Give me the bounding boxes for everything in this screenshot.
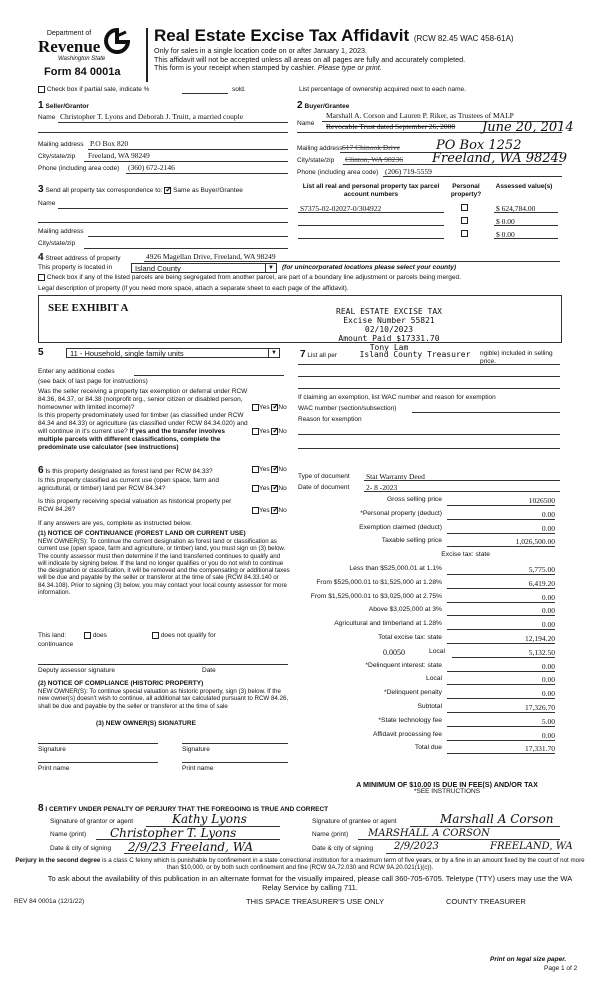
calc-row-value[interactable]: 1,026,500.00 [447,537,555,547]
parcel-number-3[interactable] [298,238,444,239]
grantee-signature-label: Signature of grantee or agent [312,818,397,825]
treasurer-use-only: THIS SPACE TREASURER'S USE ONLY [246,897,385,906]
grantee-date[interactable]: 2/9/2023 [394,841,439,852]
buyer-heading: 2 Buyer/Grantee [297,100,350,111]
minimum-note: A MINIMUM OF $10.00 IS DUE IN FEE(S) AND/OR TAX [356,780,538,789]
does-option: does [84,632,107,639]
assessed-col-header: Assessed value(s) [495,183,553,190]
calc-row-label: Total due [414,744,442,752]
q1-yes-no: Yes ✓ No [252,404,287,411]
buyer-city-label: City/state/zip [297,157,335,164]
tier-row-label: Less than $525,000.01 at 1.1% [349,565,442,572]
assessed-value-3[interactable]: $ 0.00 [496,230,515,239]
buyer-name-line1[interactable]: Marshall A. Corson and Lauren P. Riker, as Trustees of MALP [326,111,514,120]
personal-col-header: Personal property? [450,183,482,198]
wac-field[interactable] [412,412,560,413]
grantor-name[interactable]: Christopher T. Lyons [110,826,237,840]
tier-row-label: Above $3,025,000 at 3% [368,606,442,614]
legal-description: SEE EXHIBIT A [48,302,129,314]
reason-field[interactable] [298,434,560,435]
q2-no-checkbox[interactable] [271,428,278,435]
partial-sale-row [38,86,149,93]
segregate-checkbox[interactable] [38,274,45,281]
corr-name-label: Name [38,200,56,207]
historical-question: Is this property receiving special valuation as historical property per RCW 84.26? [38,498,232,513]
forest-question: 6 Is this property designated as forest land per RCW 84.33? [38,465,213,476]
buyer-city-struck: Clinton, WA 98236 [345,155,403,164]
this-land-label: This land: [38,632,67,639]
buyer-phone-label: Phone (including area code) [297,169,379,176]
calc-row-value[interactable]: 0.00 [447,731,555,741]
buyer-city-handwritten: Freeland, WA 98249 [432,151,568,166]
seller-name-label: Name [38,114,56,121]
parcel-number-1[interactable]: S7375-02-02027-0/304922 [300,204,382,213]
grantee-signature[interactable]: Marshall A Corson [440,812,554,826]
calc-row-label: Subtotal [417,703,442,710]
grantor-signature[interactable]: Kathy Lyons [172,812,247,826]
additional-codes-field[interactable] [134,375,284,376]
calc-row-label: *Delinquent interest: state [365,661,442,669]
exemption-question: Was the seller receiving a property tax exemption or deferral under RCW 84.36, 84.37, or 84.38 (nonprofit org., senior citizen or disabled person, homeowner with limited income)? [38,388,248,411]
reason-label: Reason for exemption [298,416,362,423]
calc-row [0,537,600,546]
excise-header [0,551,600,560]
tier-row [0,620,600,629]
corr-mailing-label: Mailing address [38,228,84,235]
excise-header-label: Excise tax: state [441,551,490,559]
stamp-treasurer: Island County Treasurer [359,350,471,359]
q2-yes-no: Yes ✓ No [252,428,287,435]
tier-row [0,634,600,643]
header-line2: This affidavit will not be accepted unless all areas on all pages are fully and accurately completed. [154,54,466,64]
local-rate: 0.0050 [383,647,405,657]
tier-row-label: From $1,525,000.01 to $3,025,000 at 2.75% [310,592,442,600]
dept-line1: Department of [46,30,92,37]
calc-row-value[interactable]: 0.00 [447,689,555,699]
seller-name[interactable]: Christopher T. Lyons and Deborah J. Truitt, a married couple [60,112,244,121]
seller-phone-label: Phone (including area code) [38,165,120,172]
sold-label: sold. [232,86,246,93]
grantee-name-label: Name (print) [312,831,349,838]
calc-row [0,662,600,671]
personal-checkbox-3[interactable] [461,230,468,237]
partial-sale-label: Check box if partial sale, indicate % [46,86,150,94]
buyer-name-label: Name [297,120,315,127]
local-tax-row [0,648,600,657]
segregate-row: Check box if any of the listed parcels are being segregated from another parcel, are part of a boundary line adjustment or parcels being merged. [38,274,461,281]
buyer-name-line2[interactable]: Revocable Trust dated September 26, 2000 [326,122,456,131]
grantor-name-label: Name (print) [50,831,87,838]
calc-row [0,744,600,753]
chevron-down-icon: ▼ [268,349,279,357]
corr-mailing-field[interactable] [88,236,288,237]
tier-row [0,593,600,602]
doc-type-label: Type of document [298,473,350,480]
parcel-col-header: List all real and personal property tax parcel account numbers [302,183,440,198]
grantee-city[interactable]: FREELAND, WA [490,841,573,852]
doc-date-label: Date of document [298,484,350,491]
additional-codes-label: Enter any additional codes [38,368,115,375]
calc-row-label: Gross selling price [386,496,442,503]
seller-city-label: City/state/zip [38,153,76,160]
see-back-label: (see back of last page for instructions) [38,378,148,385]
tier-row-value[interactable]: 0.00 [447,620,555,630]
seller-heading: 1 Seller/Grantor [38,100,89,111]
tier-row [0,606,600,615]
calc-row [0,703,600,712]
calc-row-label: Affidavit processing fee [372,730,442,738]
partial-pct-field[interactable] [182,93,228,94]
property-street[interactable]: 4926 Magellan Drive, Freeland, WA 98249 [146,252,276,261]
tier-row-value[interactable]: 0.00 [447,593,555,603]
form-title-ref: (RCW 82.45 WAC 458-61A) [413,34,514,43]
corr-city-field[interactable] [84,248,288,249]
local-value[interactable]: 5,132.50 [452,648,555,658]
calc-row-label: *Personal property (deduct) [360,509,442,517]
dept-revenue: Revenue [38,37,101,56]
calc-row-value[interactable]: 17,326.70 [447,703,555,713]
q6b-yes-no: Yes ✓ No [252,485,287,492]
county-treasurer-label: COUNTY TREASURER [446,897,526,906]
corr-city-label: City/state/zip [38,240,76,247]
new-owner-sig-title: (3) NEW OWNER(S) SIGNATURE [96,720,196,727]
tier-row-value[interactable]: 5,775.00 [447,565,555,575]
tier-row-value[interactable]: 6,419.20 [447,579,555,589]
located-label: This property is located in [38,264,113,271]
certify-heading: 8 I CERTIFY UNDER PENALTY OF PERJURY THAT THE FOREGOING IS TRUE AND CORRECT [38,803,329,814]
calc-row-label: Exemption claimed (deduct) [359,523,442,531]
buyer-mailing-struck: 617 Chinook Drive [342,143,400,152]
calc-row-value[interactable]: 5.00 [447,717,555,727]
wac-label: WAC number (section/subsection) [298,405,397,412]
form-title: Real Estate Excise Tax Affidavit (RCW 82.45 WAC 458-61A) [154,26,514,45]
q2-yes-checkbox[interactable] [252,428,259,435]
calc-row [0,689,600,698]
personal-checkbox-1[interactable] [461,204,468,211]
doc-type[interactable]: Stat Warranty Deed [366,472,425,481]
seller-mailing-label: Mailing address [38,141,84,148]
local-label: Local [429,647,445,655]
calc-row-value[interactable]: 1026500 [447,496,555,506]
answers-note: If any answers are yes, complete as instructed below. [38,520,192,527]
calc-row-value[interactable]: 0.00 [447,524,555,534]
personal-checkbox-2[interactable] [461,217,468,224]
page-number: Page 1 of 2 [544,965,578,972]
buyer-mailing-handwritten: PO Box 1252 [436,138,522,153]
timber-question: Is this property predominately used for timber (as classified under RCW 84.34 and 84.33) or agriculture (as classified under RCW 84.34.020) and will continue in it's current use? If yes and the transfer involves multiple parcels with different classifications, complete the predominate use calculator (see instructions) [38,412,248,451]
unincorp-note: (for unincorporated locations please select your county) [282,264,457,271]
notice2-title: (2) NOTICE OF COMPLIANCE (HISTORIC PROPERTY) [38,680,204,687]
header-line3: This form is your receipt when stamped by cashier. Please type or print. [154,63,382,73]
tier-row-value[interactable]: 0.00 [447,606,555,616]
notice1-text: NEW OWNER(S): To continue the current designation as forest land or classification as current use (open space, farm and agriculture, or timber) land, you must sign on (3) below. The county assessor must then determine if the land transferred continues to qualify and will indicate by signing below. If the land no longer qualifies or you do not wish to continue the designation or classification, it will be removed and the compensating or additional taxes will be due and payable by the seller or transferor at the time of sale (RCW 84.33.140 or 84.34.108). Prior to signing (3) below, you may contact your local county assessor for more information. [38,538,290,597]
alt-format-notice: To ask about the availability of this publication in an alternate format for the visually impaired, please call 360-705-6705. Teletype (TTY) users may use the WA Relay Service by calling 711. [47,874,573,892]
partial-sale-checkbox[interactable] [38,86,45,93]
q6c-yes-no: Yes ✓ No [252,507,287,514]
notice1-title: (1) NOTICE OF CONTINUANCE (FOREST LAND OR CURRENT USE) [38,530,246,537]
owner-print-label-1: Print name [38,765,70,772]
seller-mailing[interactable]: P.O Box 820 [90,139,129,148]
calc-row-label: Taxable selling price [381,537,442,545]
same-as-buyer-checkbox[interactable] [164,187,171,194]
calc-row [0,675,600,684]
calc-row [0,496,600,505]
section7-label: 7 List all per [300,349,337,360]
q1-no-checkbox[interactable] [271,404,278,411]
grantor-date-city[interactable]: 2/9/23 Freeland, WA [128,840,254,854]
calc-row-value[interactable]: 0.00 [447,675,555,685]
chevron-down-icon: ▼ [265,264,276,272]
notice2-text: NEW OWNER(S): To continue special valuation as historic property, sign (3) below. If the new owner(s) doesn't wish to continue, all additional tax calculated pursuant to RCW 84.26, shall be due and payable by the seller or transferor at the time of sale [38,688,289,710]
calc-row-value[interactable]: 0.00 [447,662,555,672]
tier-row [0,579,600,588]
use-code-select[interactable]: 11 - Household, single family units ▼ [66,348,280,358]
deputy-date-label: Date [202,667,216,674]
corr-name-field[interactable] [58,208,288,209]
calc-row-label: *State technology fee [378,716,442,724]
calc-row-value[interactable]: 17,331.70 [447,744,555,754]
grantor-signature-label: Signature of grantor or agent [50,818,134,825]
grantee-date-city-label: Date & city of signing [312,845,374,852]
assessed-value-2[interactable]: $ 0.00 [496,217,515,226]
calc-row [0,731,600,740]
county-select[interactable]: Island County ▼ [131,263,277,273]
tier-row-label: Agricultural and timberland at 1.28% [334,620,442,628]
dept-state: Washington State [58,56,106,62]
q6b-yes-checkbox[interactable] [252,485,259,492]
tier-row-label: Total excise tax: state [378,634,442,641]
correspondence-row: 3 Send all property tax correspondence to: ✓ Same as Buyer/Grantee [38,184,243,195]
tier-row-label: From $525,000.01 to $1,525,000 at 1.28% [316,578,442,586]
legal-label: Legal description of property (if you need more space, attach a separate sheet to each page of the affidavit). [38,285,349,292]
current-use-question: Is this property classified as current use (open space, farm and agricultural, or timber) land per RCW 84.34? [38,477,220,492]
revenue-logo-icon [104,28,130,56]
treasurer-stamp: REAL ESTATE EXCISE TAX Excise Number 55821 02/10/2023 Amount Paid $17331.70 Tony Lam [336,307,442,352]
tier-row [0,565,600,574]
section7-label-b: ngible) included in selling price. [480,350,553,365]
calc-row-label: *Delinquent penalty [384,689,442,697]
calc-row-label: Local [426,675,442,683]
q6a-no-checkbox[interactable] [271,466,278,473]
does-not-option: does not qualify for [152,632,216,639]
q6b-no-checkbox[interactable] [271,485,278,492]
tier-row-value[interactable]: 12,194.20 [447,634,555,644]
street-label-row: 4 Street address of property [38,252,121,263]
owner-print-label-2: Print name [182,765,214,772]
exemption-note: If claiming an exemption, list WAC number and reason for exemption [298,394,496,401]
q1-yes-checkbox[interactable] [252,404,259,411]
buyer-phone[interactable]: (206) 719-5559 [385,167,432,176]
form-revision: REV 84 0001a (12/1/22) [14,898,85,905]
seller-city[interactable]: Freeland, WA 98249 [88,151,150,160]
seller-phone[interactable]: (360) 672-2146 [128,163,175,172]
assessed-value-1[interactable]: $ 624,784.00 [496,204,536,213]
calc-row [0,717,600,726]
owner-signature-label-1: Signature [38,746,66,753]
buyer-mailing-label: Mailing address [297,145,343,152]
perjury-notice: Perjury in the second degree is a class C felony which is punishable by confinement in a state correctional institution for a maximum term of five years, or by a fine in an amount fixed by the court of not more than $10,000, or by both such confinement and fine (RCW 9A.72.030 and RCW 9A.20.021(1)(c)). [15,857,585,872]
calc-row-value[interactable]: 0.00 [447,510,555,520]
header-instructions [154,47,574,73]
owner-signature-label-2: Signature [182,746,210,753]
header-line1: Only for sales in a single location code on or after January 1, 2023. [154,46,367,55]
doc-date[interactable]: 2- 8 -2023 [366,483,398,492]
calc-row [0,524,600,533]
continuance-label: continuance [38,641,74,648]
q6a-yes-checkbox[interactable] [252,466,259,473]
section5-num: 5 [38,347,44,358]
grantee-name[interactable]: MARSHALL A CORSON [368,828,490,839]
calc-row [0,510,600,519]
legal-paper-note: Print on legal size paper. [490,956,567,963]
see-instructions: *SEE INSTRUCTIONS [413,788,481,795]
q6a-yes-no: Yes ✓ No [252,466,287,473]
form-number: Form 84 0001a [44,66,121,78]
buyer-handwritten-date: June 20, 2014 [482,120,574,135]
grantor-date-city-label: Date & city of signing [50,845,112,852]
header-divider [146,28,148,82]
list-pct-label: List percentage of ownership acquired next to each name. [299,86,466,93]
parcel-number-2[interactable] [298,225,444,226]
deputy-label: Deputy assessor signature [38,667,115,674]
